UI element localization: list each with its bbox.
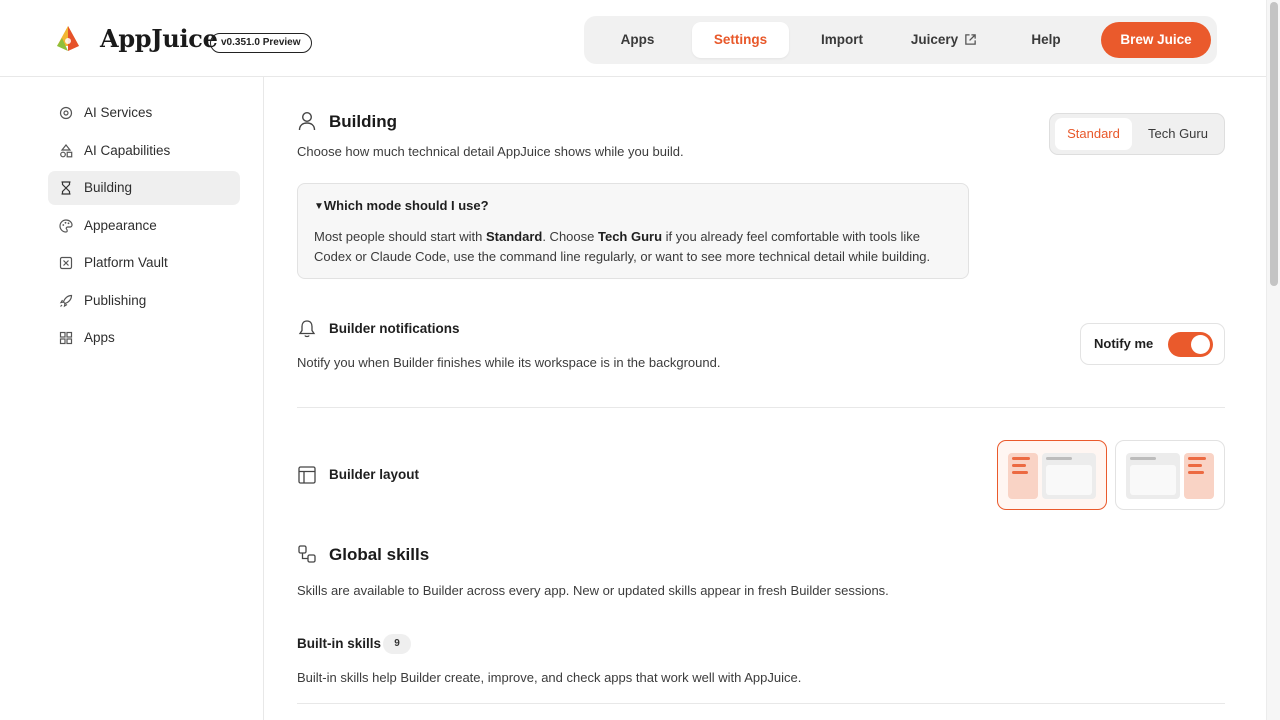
nav-settings[interactable]: Settings — [692, 22, 789, 58]
nav-juicery[interactable] — [896, 22, 992, 58]
nav-apps[interactable]: Apps — [620, 32, 655, 47]
sidebar-item-ai-services[interactable] — [48, 96, 240, 130]
layout-title: Builder layout — [329, 467, 420, 482]
palette-icon — [59, 219, 73, 233]
sidebar-item-appearance[interactable] — [48, 209, 240, 243]
nav-help[interactable]: Help — [1031, 32, 1061, 47]
sidebar-item-publishing[interactable] — [48, 284, 240, 318]
nav-juicery-label: Juicery — [910, 32, 959, 47]
nav-import[interactable]: Import — [821, 32, 863, 47]
scrollbar-thumb[interactable] — [1270, 2, 1278, 286]
disclosure-triangle-icon: ▼ — [314, 201, 324, 212]
appjuice-logo-icon[interactable] — [53, 24, 83, 54]
section-divider — [297, 407, 1225, 408]
sidebar-item-ai-capabilities[interactable] — [48, 134, 240, 168]
mode-standard-option[interactable]: Standard — [1055, 118, 1132, 150]
mode-tech-guru-option[interactable]: Tech Guru — [1148, 126, 1208, 141]
external-link-icon — [964, 33, 977, 46]
sidebar-item-label: AI Services — [84, 105, 153, 120]
mode-help-disclosure — [297, 183, 969, 279]
gear-icon — [59, 106, 73, 120]
grid-icon — [59, 331, 73, 345]
help-emphasis-tech-guru: Tech Guru — [597, 229, 663, 244]
top-bar — [0, 0, 1266, 77]
notify-toggle-card — [1080, 323, 1225, 365]
rocket-icon — [59, 294, 73, 308]
layout-icon — [298, 466, 316, 484]
builtin-skills-title: Built-in skills — [297, 636, 382, 651]
mode-help-body — [314, 227, 954, 267]
user-icon — [298, 111, 316, 131]
building-description: Choose how much technical detail AppJuice shows while you build. — [297, 144, 684, 159]
shapes-icon — [59, 144, 73, 158]
brew-juice-button[interactable]: Brew Juice — [1101, 22, 1211, 58]
sidebar-item-building[interactable] — [48, 171, 240, 205]
version-badge: v0.351.0 Preview — [210, 33, 312, 53]
page-scrollbar[interactable] — [1266, 0, 1280, 720]
bell-icon — [298, 319, 316, 339]
section-title-building: Building — [329, 112, 397, 131]
notifications-description: Notify you when Builder finishes while its workspace is in the background. — [297, 355, 721, 370]
mode-help-summary-label: Which mode should I use? — [323, 198, 489, 213]
layout-option-sidebar-left[interactable] — [997, 440, 1107, 510]
sidebar-item-label: Publishing — [84, 293, 147, 308]
builtin-skills-description: Built-in skills help Builder create, improve, and check apps that work well with AppJuice. — [297, 670, 802, 685]
section-title-global-skills: Global skills — [329, 545, 430, 564]
toggle-knob — [1191, 335, 1210, 354]
layout-right-preview-icon — [1116, 441, 1224, 509]
vault-icon — [59, 256, 73, 270]
mode-help-summary[interactable] — [314, 198, 489, 213]
builtin-skills-count-badge: 9 — [383, 634, 411, 654]
hourglass-icon — [59, 181, 73, 195]
notifications-title: Builder notifications — [329, 321, 460, 336]
sidebar-item-label: Apps — [84, 330, 115, 345]
sidebar-item-label: Appearance — [84, 218, 157, 233]
skills-icon — [298, 545, 316, 563]
settings-sidebar — [0, 77, 264, 720]
notify-toggle-label: Notify me — [1094, 336, 1154, 351]
layout-option-sidebar-right[interactable] — [1115, 440, 1225, 510]
sidebar-item-apps[interactable] — [48, 321, 240, 355]
notify-toggle[interactable] — [1168, 332, 1213, 357]
sidebar-item-label: Platform Vault — [84, 255, 168, 270]
skills-description: Skills are available to Builder across every app. New or updated skills appear in fresh Builder sessions. — [297, 583, 889, 598]
sidebar-item-label: AI Capabilities — [84, 143, 171, 158]
help-emphasis-standard: Standard — [485, 229, 543, 244]
sidebar-item-platform-vault[interactable] — [48, 246, 240, 280]
help-text: Most people should start with — [314, 229, 486, 244]
help-text: if you already feel comfortable with tools like Codex or Claude Code, use the command line regularly, or want to see more technical detail while building. — [314, 229, 931, 264]
brand-name[interactable]: AppJuice — [100, 24, 218, 53]
section-divider — [297, 703, 1225, 704]
layout-left-preview-icon — [998, 441, 1106, 509]
help-text: . Choose — [542, 229, 598, 244]
sidebar-item-label: Building — [84, 180, 133, 195]
mode-segmented-control — [1049, 113, 1225, 155]
